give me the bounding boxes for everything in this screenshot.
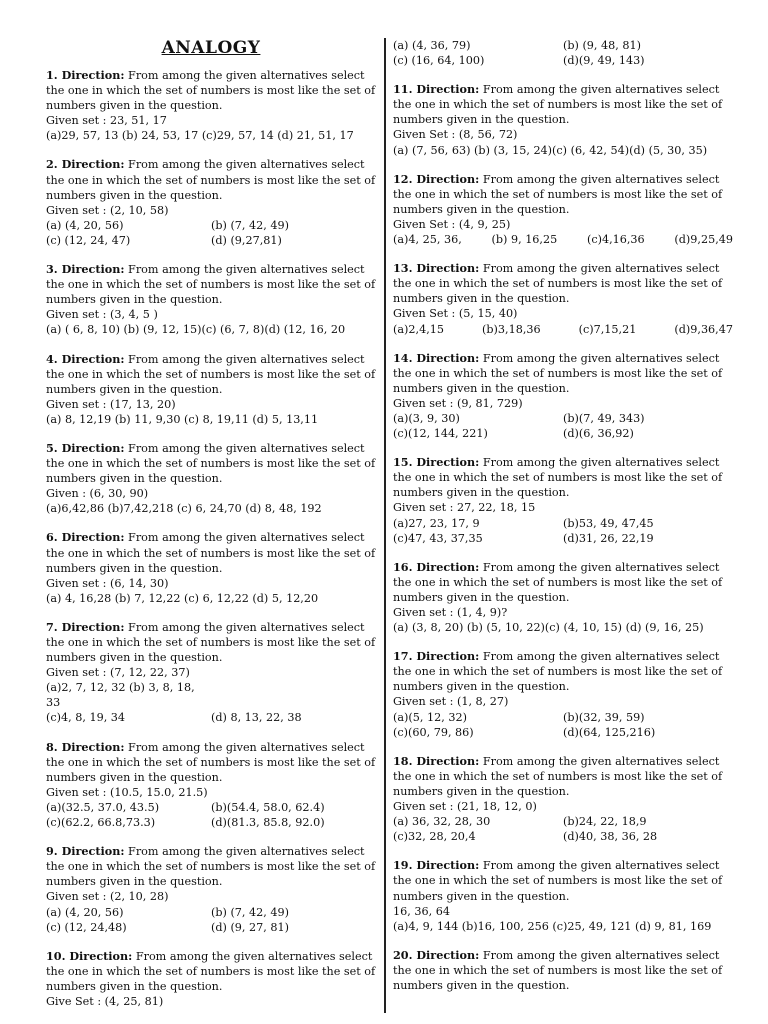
- question-direction: 7. Direction: From among the given alternatives select the one in which the set of numbers is most like the set of numbers given in the question.: [46, 619, 376, 665]
- question-number: 10. Direction:: [46, 948, 133, 963]
- option: (b)3,18,36: [482, 322, 541, 336]
- given-set: Given Set : (4, 9, 25): [393, 217, 511, 231]
- question-item: [393, 560, 733, 635]
- options-line: (a) 4, 16,28 (b) 7, 12,22 (c) 6, 12,22 (d) 5, 12,20: [46, 591, 319, 605]
- option: (a)(5, 12, 32): [393, 710, 467, 724]
- option: (d)(6, 36,92): [563, 427, 634, 441]
- option: (b)(54.4, 58.0, 62.4): [211, 800, 325, 814]
- question-item: [393, 38, 733, 68]
- option: (a) 36, 32, 28, 30: [393, 815, 491, 829]
- option: (c)4,16,36: [586, 233, 645, 247]
- option: (c)(60, 79, 86): [393, 725, 474, 739]
- options-grid: [46, 905, 376, 935]
- options-line: (a)6,42,86 (b)7,42,218 (c) 6, 24,70 (d) 8, 48, 192: [46, 502, 322, 516]
- question-number: 3. Direction:: [46, 262, 125, 277]
- option: (a)2,4,15: [393, 322, 444, 336]
- question-number: 16. Direction:: [393, 559, 480, 574]
- question-direction: 4. Direction: From among the given alternatives select the one in which the set of numbers is most like the set of numbers given in the question.: [46, 351, 376, 396]
- left-column: [46, 38, 376, 1023]
- question-item: [46, 530, 376, 605]
- option: (c)(62.2, 66.8,73.3): [46, 816, 156, 830]
- option: (a) (4, 20, 56): [46, 218, 124, 232]
- question-item: [393, 455, 733, 546]
- question-item: [46, 740, 376, 831]
- question-direction: 13. Direction: From among the given alternatives select the one in which the set of numbers is most like the set of numbers given in the question.: [393, 261, 723, 306]
- question-item: [46, 262, 376, 337]
- column-divider: [384, 38, 386, 1013]
- question-item: [46, 949, 376, 1009]
- given-set: Given set : 23, 51, 17: [46, 114, 167, 128]
- options-grid: [46, 800, 376, 830]
- option: (a)2, 7, 12, 32 (b) 3, 8, 18, 33: [46, 681, 195, 710]
- given-set: Given set : (2, 10, 28): [46, 890, 169, 904]
- question-number: 17. Direction:: [393, 649, 480, 664]
- option: (b) (9, 48, 81): [563, 39, 641, 52]
- question-number: 4. Direction:: [46, 351, 125, 366]
- question-number: 7. Direction:: [46, 619, 125, 634]
- option: (c)47, 43, 37,35: [393, 531, 483, 545]
- option: (b) (7, 42, 49): [211, 905, 289, 919]
- given-set: Given set : (6, 14, 30): [46, 576, 169, 590]
- question-item: [393, 649, 733, 740]
- question-direction: 17. Direction: From among the given alternatives select the one in which the set of numbers is most like the set of numbers given in the question.: [393, 649, 723, 694]
- option: (a) (4, 20, 56): [46, 905, 124, 919]
- given-set: Given Set : (8, 56, 72): [393, 128, 518, 142]
- options-line: (a) (7, 56, 63) (b) (3, 15, 24)(c) (6, 42, 54)(d) (5, 30, 35): [393, 143, 708, 157]
- option: (c)32, 28, 20,4: [393, 830, 476, 844]
- option: (d) 8, 13, 22, 38: [211, 711, 302, 725]
- question-item: [46, 352, 376, 427]
- options-grid: [393, 516, 733, 546]
- options-row: [393, 232, 733, 247]
- question-direction: 11. Direction: From among the given alternatives select the one in which the set of numbers is most like the set of numbers given in the question.: [393, 82, 723, 127]
- question-direction: 18. Direction: From among the given alternatives select the one in which the set of numbers is most like the set of numbers given in the question.: [393, 753, 723, 798]
- given-set: Give Set : (4, 25, 81): [46, 994, 164, 1008]
- question-number: 12. Direction:: [393, 171, 480, 186]
- question-number: 6. Direction:: [46, 530, 125, 545]
- question-direction: 1. Direction: From among the given alternatives select the one in which the set of numbers is most like the set of numbers given in the question.: [46, 68, 376, 113]
- option: (d) (9, 27, 81): [211, 920, 289, 934]
- option: (b)(7, 49, 343): [563, 411, 645, 425]
- option: (b)53, 49, 47,45: [563, 516, 654, 530]
- question-direction: 20. Direction: From among the given alternatives select the one in which the set of numbers is most like the set of numbers given in the question.: [393, 947, 723, 992]
- given-set: Given set : (1, 8, 27): [393, 695, 509, 709]
- given-set: Given set : 27, 22, 18, 15: [393, 501, 536, 515]
- question-item: [393, 754, 733, 845]
- question-direction: 2. Direction: From among the given alternatives select the one in which the set of numbers is most like the set of numbers given in the question.: [46, 157, 376, 202]
- question-number: 13. Direction:: [393, 261, 480, 276]
- options-line: (a)29, 57, 13 (b) 24, 53, 17 (c)29, 57, 14 (d) 21, 51, 17: [46, 129, 354, 143]
- question-item: [393, 351, 733, 442]
- option: (d)40, 38, 36, 28: [563, 830, 658, 844]
- question-item: [393, 858, 733, 933]
- options-row: [393, 322, 733, 337]
- option: (c) (12, 24, 47): [46, 233, 131, 247]
- question-number: 1. Direction:: [46, 68, 125, 82]
- given-set: Given set : (10.5, 15.0, 21.5): [46, 785, 208, 799]
- question-direction: 14. Direction: From among the given alternatives select the one in which the set of numbers is most like the set of numbers given in the question.: [393, 350, 723, 395]
- page-title: ANALOGY: [161, 38, 261, 58]
- question-item: [393, 82, 733, 157]
- option: (d)(9, 49, 143): [563, 54, 645, 68]
- question-number: 5. Direction:: [46, 440, 125, 455]
- option: (b)(32, 39, 59): [563, 710, 645, 724]
- question-direction: 9. Direction: From among the given alternatives select the one in which the set of numbers is most like the set of numbers given in the question.: [46, 844, 376, 889]
- option: (a)27, 23, 17, 9: [393, 516, 480, 530]
- question-item: [46, 844, 376, 935]
- option: (c)(12, 144, 221): [393, 427, 488, 441]
- options-grid: [46, 680, 376, 710]
- option: (a)4, 25, 36,: [393, 233, 462, 247]
- options-grid: [393, 814, 733, 844]
- options-grid: [393, 411, 733, 441]
- option: (a)(3, 9, 30): [393, 411, 460, 425]
- option: (d)31, 26, 22,19: [563, 531, 654, 545]
- option: (d)(64, 125,216): [563, 725, 656, 739]
- question-item: [46, 441, 376, 516]
- options-grid: [393, 38, 733, 68]
- option: (b) (7, 42, 49): [211, 218, 289, 232]
- given-set: Given set : (9, 81, 729): [393, 396, 523, 410]
- option: (c)4, 8, 19, 34: [46, 711, 126, 725]
- given-set: Given set : (2, 10, 58): [46, 203, 169, 217]
- question-number: 19. Direction:: [393, 858, 480, 873]
- option: (d) (9,27,81): [211, 233, 282, 247]
- question-direction: 6. Direction: From among the given alternatives select the one in which the set of numbers is most like the set of numbers given in the question.: [46, 530, 376, 575]
- question-item: [393, 172, 733, 247]
- question-item: [393, 261, 733, 336]
- option: (d)(81.3, 85.8, 92.0): [211, 816, 325, 830]
- question-number: 15. Direction:: [393, 455, 480, 470]
- given-set: Given Set : (5, 15, 40): [393, 307, 518, 321]
- options-grid: [393, 710, 733, 740]
- options-line: (a) (3, 8, 20) (b) (5, 10, 22)(c) (4, 10, 15) (d) (9, 16, 25): [393, 621, 704, 635]
- option: (d)9,36,47: [674, 322, 733, 336]
- question-direction: 19. Direction: From among the given alternatives select the one in which the set of numbers is most like the set of numbers given in the question.: [393, 858, 723, 903]
- options-line: (a) 8, 12,19 (b) 11, 9,30 (c) 8, 19,11 (d) 5, 13,11: [46, 412, 319, 426]
- options-grid: [46, 710, 376, 725]
- question-number: 9. Direction:: [46, 844, 125, 859]
- option: (b) 9, 16,25: [491, 233, 558, 247]
- question-direction: 10. Direction: From among the given alternatives select the one in which the set of numbers is most like the set of numbers given in the question.: [46, 948, 376, 993]
- given-set: 16, 36, 64: [393, 904, 450, 918]
- option: (c)7,15,21: [578, 322, 637, 336]
- question-number: 8. Direction:: [46, 739, 125, 754]
- given-set: Given set : (1, 4, 9)?: [393, 606, 508, 619]
- options-grid: [46, 218, 376, 248]
- option: (b)24, 22, 18,9: [563, 815, 647, 829]
- option: (c) (16, 64, 100): [393, 54, 485, 68]
- question-direction: 12. Direction: From among the given alternatives select the one in which the set of numbers is most like the set of numbers given in the question.: [393, 171, 723, 216]
- given-set: Given set : (17, 13, 20): [46, 397, 176, 411]
- question-item: [46, 68, 376, 143]
- given-set: Given : (6, 30, 90): [46, 487, 149, 501]
- question-direction: 3. Direction: From among the given alternatives select the one in which the set of numbers is most like the set of numbers given in the question.: [46, 262, 376, 307]
- question-number: 2. Direction:: [46, 157, 125, 172]
- question-direction: 15. Direction: From among the given alternatives select the one in which the set of numbers is most like the set of numbers given in the question.: [393, 455, 723, 500]
- question-number: 14. Direction:: [393, 350, 480, 365]
- question-number: 11. Direction:: [393, 82, 480, 97]
- options-line: (a)4, 9, 144 (b)16, 100, 256 (c)25, 49, 121 (d) 9, 81, 169: [393, 919, 712, 933]
- question-item: [393, 948, 733, 993]
- option: [211, 680, 376, 710]
- option: (a)(32.5, 37.0, 43.5): [46, 800, 160, 814]
- question-direction: 5. Direction: From among the given alternatives select the one in which the set of numbers is most like the set of numbers given in the question.: [46, 440, 376, 486]
- option: (d)9,25,49: [674, 233, 733, 247]
- options-line: (a) ( 6, 8, 10) (b) (9, 12, 15)(c) (6, 7, 8)(d) (12, 16, 20: [46, 323, 346, 337]
- question-item: [46, 157, 376, 248]
- question-number: 18. Direction:: [393, 753, 480, 768]
- given-set: Given set : (7, 12, 22, 37): [46, 666, 190, 680]
- question-direction: 8. Direction: From among the given alternatives select the one in which the set of numbers is most like the set of numbers given in the question.: [46, 739, 376, 784]
- given-set: Given set : (3, 4, 5 ): [46, 308, 158, 322]
- option: (c) (12, 24,48): [46, 920, 127, 934]
- question-direction: 16. Direction: From among the given alternatives select the one in which the set of numbers is most like the set of numbers given in the question.: [393, 559, 723, 604]
- question-item: [46, 620, 376, 726]
- given-set: Given set : (21, 18, 12, 0): [393, 800, 537, 814]
- right-column: [393, 38, 733, 1007]
- option: (a) (4, 36, 79): [393, 39, 471, 52]
- question-number: 20. Direction:: [393, 947, 480, 962]
